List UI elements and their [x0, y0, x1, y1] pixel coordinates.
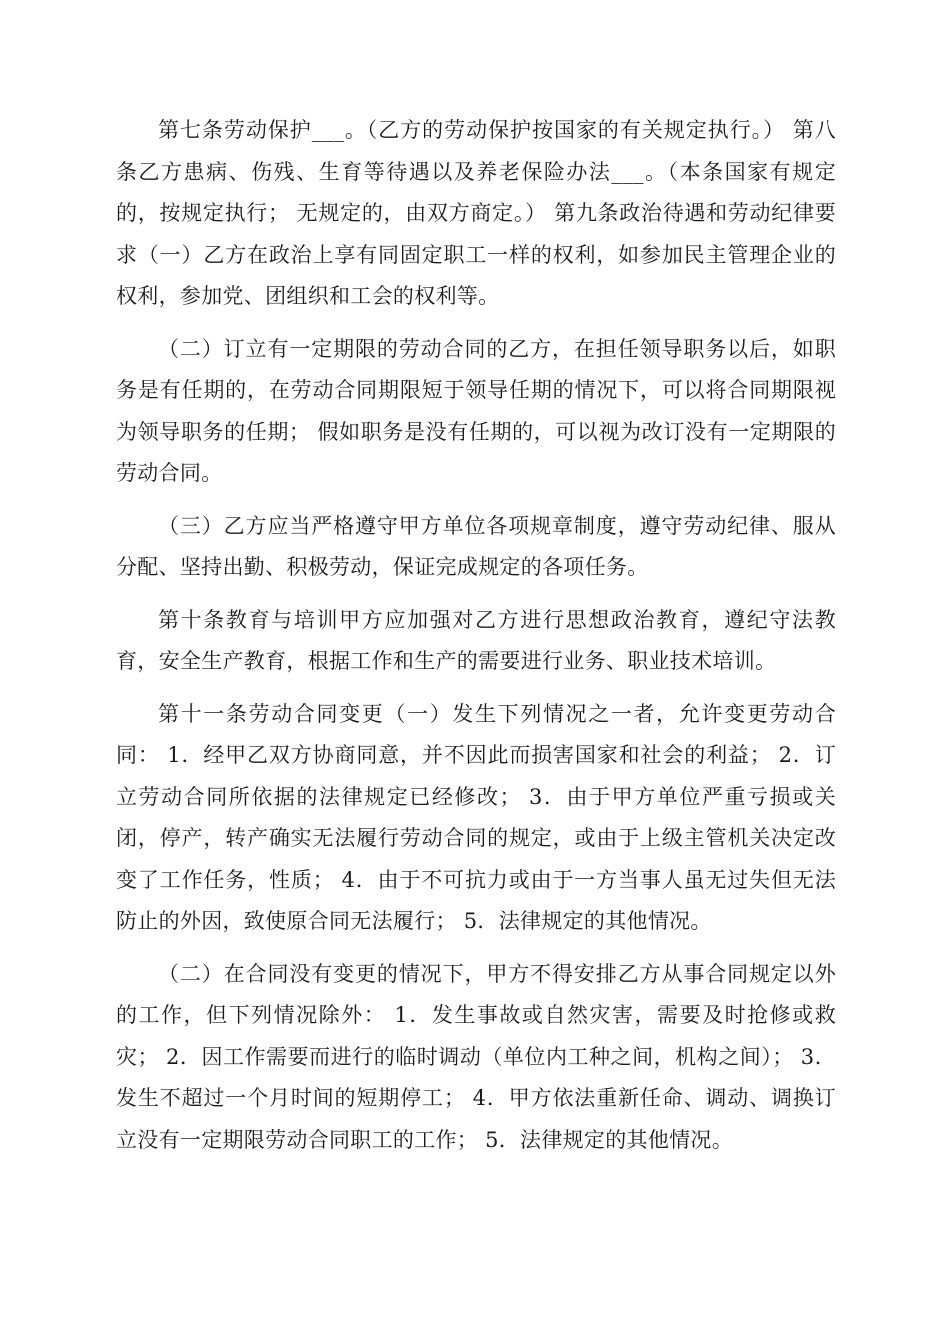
paragraph-article-9-clause-2: （二）订立有一定期限的劳动合同的乙方，在担任领导职务以后，如职务是有任期的，在劳动合同期限短于领导任期的情况下，可以将合同期限视为领导职务的任期； 假如职务是没有任期的，可以视为改订没有一定期限的劳动合同。: [116, 336, 836, 485]
paragraph-article-11-clause-1: 第十一条劳动合同变更（一）发生下列情况之一者，允许变更劳动合同： 1．经甲乙双方协商同意，并不因此而损害国家和社会的利益； 2．订立劳动合同所依据的法律规定已经修改； 3．由于甲方单位严重亏损或关闭，停产，转产确实无法履行劳动合同的规定，或由于上级主管机关决定改变了工作任务，性质； 4．由于不可抗力或由于一方当事人虽无过失但无法防止的外因，致使原合同无法履行； 5．法律规定的其他情况。: [116, 701, 836, 933]
paragraph-article-10: 第十条教育与培训甲方应加强对乙方进行思想政治教育，遵纪守法教育，安全生产教育，根据工作和生产的需要进行业务、职业技术培训。: [116, 607, 836, 673]
document-page: [116, 110, 836, 1172]
paragraph-article-7-8-9: 第七条劳动保护___。（乙方的劳动保护按国家的有关规定执行。） 第八条乙方患病、伤残、生育等待遇以及养老保险办法___。（本条国家有规定的，按规定执行； 无规定的，由双方商定。） 第九条政治待遇和劳动纪律要求（一）乙方在政治上享有同固定职工一样的权利，如参加民主管理企业的权利，参加党、团组织和工会的权利等。: [116, 118, 836, 308]
paragraph-article-9-clause-3: （三）乙方应当严格遵守甲方单位各项规章制度，遵守劳动纪律、服从分配、坚持出勤、积极劳动，保证完成规定的各项任务。: [116, 513, 836, 579]
paragraph-article-11-clause-2: （二）在合同没有变更的情况下，甲方不得安排乙方从事合同规定以外的工作，但下列情况除外： 1．发生事故或自然灾害，需要及时抢修或救灾； 2．因工作需要而进行的临时调动（单位内工种之间，机构之间）； 3．发生不超过一个月时间的短期停工； 4．甲方依法重新任命、调动、调换订立没有一定期限劳动合同职工的工作； 5．法律规定的其他情况。: [116, 961, 836, 1152]
